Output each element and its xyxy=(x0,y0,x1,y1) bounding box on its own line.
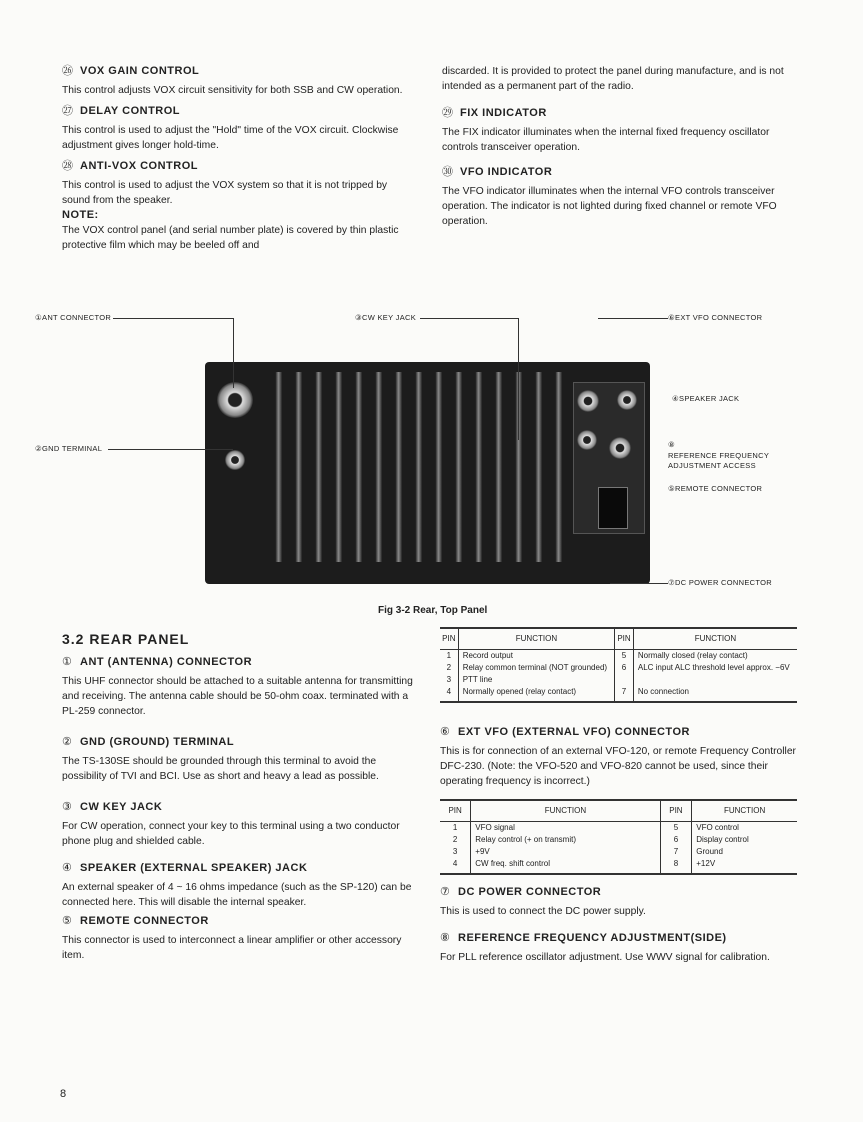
section-delay xyxy=(62,104,414,153)
ext-vfo-pin-table xyxy=(440,799,797,875)
note-body: The VOX control panel (and serial number plate) is covered by thin plastic protective film which may be beeled off and xyxy=(62,225,399,251)
section-title: SPEAKER (EXTERNAL SPEAKER) JACK xyxy=(80,862,308,874)
section-number: ㉘ xyxy=(62,160,74,172)
section-body: For CW operation, connect your key to this terminal using a two conductor phone plug and shielded cable. xyxy=(62,821,400,847)
section-cw-key xyxy=(62,800,414,849)
section-title: REMOTE CONNECTOR xyxy=(80,915,209,927)
label-ref-number: ⑧ xyxy=(668,440,676,449)
figure-caption: Fig 3-2 Rear, Top Panel xyxy=(378,605,488,616)
key-jack-icon xyxy=(577,430,597,450)
section-fix-indicator xyxy=(442,106,794,155)
cell xyxy=(615,674,634,686)
cell: +12V xyxy=(692,858,797,874)
table-row xyxy=(440,858,797,874)
label-gnd: ②GND TERMINAL xyxy=(35,444,103,453)
section-number: ⑤ xyxy=(62,915,73,927)
cell: CW freq. shift control xyxy=(471,858,660,874)
section-vfo-indicator xyxy=(442,165,794,229)
section-ext-vfo xyxy=(440,725,797,789)
page-number: 8 xyxy=(60,1088,67,1100)
section-title: ANTI-VOX CONTROL xyxy=(80,160,198,172)
section-body: This is for connection of an external VFO-120, or remote Frequency Controller DFC-230. (Note: the VFO-520 and VFO-820 cannot be used, since their operating frequency is incorrect.) xyxy=(440,746,796,787)
section-ant xyxy=(62,655,414,719)
cell: 5 xyxy=(660,822,692,835)
cell: VFO control xyxy=(692,822,797,835)
section-number: ㉚ xyxy=(442,166,454,178)
table-row xyxy=(440,834,797,846)
cell: 4 xyxy=(440,858,471,874)
section-gnd xyxy=(62,735,414,784)
cell: VFO signal xyxy=(471,822,660,835)
rear-panel-heading: 3.2 REAR PANEL xyxy=(62,631,190,647)
section-title: DELAY CONTROL xyxy=(80,105,181,117)
section-vox-gain xyxy=(62,64,414,98)
table-row xyxy=(440,650,797,663)
cell: 2 xyxy=(446,663,452,672)
label-remote: ⑤REMOTE CONNECTOR xyxy=(668,484,763,493)
cell: Ground xyxy=(692,846,797,858)
cell: 3 xyxy=(446,675,452,684)
label-ref-1: REFERENCE FREQUENCY xyxy=(668,451,770,460)
dc-power-connector-icon xyxy=(598,487,628,529)
section-number: ⑥ xyxy=(440,726,451,738)
ant-connector-icon xyxy=(217,382,253,418)
cell: 2 xyxy=(452,835,458,844)
section-number: ㉖ xyxy=(62,65,74,77)
cell: Normally opened (relay contact) xyxy=(458,686,614,702)
table-row xyxy=(440,674,797,686)
cell: Relay control (+ on transmit) xyxy=(471,834,660,846)
table-row xyxy=(440,822,797,835)
section-number: ② xyxy=(62,736,73,748)
right-bottom-column xyxy=(440,627,797,971)
remote-pin-table xyxy=(440,627,797,703)
cell: 1 xyxy=(452,823,458,832)
cell: No connection xyxy=(633,686,797,702)
section-title: REFERENCE FREQUENCY ADJUSTMENT(SIDE) xyxy=(458,932,727,944)
header: PIN xyxy=(440,800,471,822)
label-cw-key: ③CW KEY JACK xyxy=(355,313,417,322)
cell: Display control xyxy=(692,834,797,846)
cell: 1 xyxy=(446,651,452,660)
section-number: ① xyxy=(62,656,73,668)
table-row xyxy=(440,686,797,702)
cell: +9V xyxy=(471,846,660,858)
label-speaker: ④SPEAKER JACK xyxy=(672,394,740,403)
section-title: ANT (ANTENNA) CONNECTOR xyxy=(80,656,253,668)
section-body: This is used to connect the DC power supply. xyxy=(440,906,646,917)
section-body: This control adjusts VOX circuit sensitivity for both SSB and CW operation. xyxy=(62,85,403,96)
section-body: This control is used to adjust the "Hold" time of the VOX circuit. Clockwise adjustment gives longer hold-time. xyxy=(62,125,399,151)
cell: Record output xyxy=(458,650,614,663)
section-body: For PLL reference oscillator adjustment. Use WWV signal for calibration. xyxy=(440,952,770,963)
right-top-column xyxy=(442,64,794,235)
cell: PTT line xyxy=(458,674,614,686)
cell: 6 xyxy=(615,662,634,674)
header: FUNCTION xyxy=(633,628,797,650)
section-title: GND (GROUND) TERMINAL xyxy=(80,736,235,748)
header: PIN xyxy=(615,628,634,650)
section-body: The TS-130SE should be grounded through this terminal to avoid the possibility of TVI and BCI. Use as short and heavy a lead as possible. xyxy=(62,756,379,782)
section-anti-vox xyxy=(62,159,414,208)
rear-panel-photo xyxy=(205,362,650,584)
cell: 5 xyxy=(615,650,634,663)
cell xyxy=(633,674,797,686)
section-number: ㉙ xyxy=(442,107,454,119)
section-title: DC POWER CONNECTOR xyxy=(458,886,602,898)
section-ref-freq xyxy=(440,931,797,965)
continued-text: discarded. It is provided to protect the panel during manufacture, and is not intended as a permanent part of the radio. xyxy=(442,66,784,92)
section-title: VOX GAIN CONTROL xyxy=(80,65,200,77)
label-ref-2: ADJUSTMENT ACCESS xyxy=(668,461,756,470)
section-number: ③ xyxy=(62,801,73,813)
left-bottom-column xyxy=(62,632,414,969)
section-body: This UHF connector should be attached to a suitable antenna for transmitting and receiving. The antenna cable should be 50-ohm coax. terminated with a PL-259 connector. xyxy=(62,676,413,717)
cell: Relay common terminal (NOT grounded) xyxy=(458,662,614,674)
section-remote xyxy=(62,914,414,963)
cell: Normally closed (relay contact) xyxy=(633,650,797,663)
section-title: VFO INDICATOR xyxy=(460,166,553,178)
section-title: EXT VFO (EXTERNAL VFO) CONNECTOR xyxy=(458,726,690,738)
remote-connector-icon xyxy=(609,437,631,459)
table-row xyxy=(440,662,797,674)
cell: 4 xyxy=(440,686,458,702)
cell: 8 xyxy=(660,858,692,874)
ext-vfo-connector-icon xyxy=(577,390,599,412)
section-body: This control is used to adjust the VOX system so that it is not tripped by sound from the speaker. xyxy=(62,180,388,206)
cell: 7 xyxy=(615,686,634,702)
section-number: ㉗ xyxy=(62,105,74,117)
section-dc-power xyxy=(440,885,797,919)
section-number: ⑧ xyxy=(440,932,451,944)
cell: ALC input ALC threshold level approx. −6V xyxy=(633,662,797,674)
section-speaker xyxy=(62,861,414,910)
cell: 3 xyxy=(452,847,458,856)
header: PIN xyxy=(440,628,458,650)
label-dc-power: ⑦DC POWER CONNECTOR xyxy=(668,578,772,587)
left-top-column xyxy=(62,64,414,259)
header: FUNCTION xyxy=(471,800,660,822)
header: FUNCTION xyxy=(692,800,797,822)
cell: 7 xyxy=(660,846,692,858)
section-title: FIX INDICATOR xyxy=(460,107,547,119)
section-number: ⑦ xyxy=(440,886,451,898)
gnd-terminal-icon xyxy=(225,450,245,470)
section-body: The FIX indicator illuminates when the internal fixed frequency oscillator controls transceiver operation. xyxy=(442,127,770,153)
speaker-jack-icon xyxy=(617,390,637,410)
label-ext-vfo: ⑥EXT VFO CONNECTOR xyxy=(668,313,763,322)
section-number: ④ xyxy=(62,862,73,874)
label-ant: ①ANT CONNECTOR xyxy=(35,313,112,322)
cell: 6 xyxy=(660,834,692,846)
header: FUNCTION xyxy=(458,628,614,650)
section-title: CW KEY JACK xyxy=(80,801,163,813)
section-body: An external speaker of 4 ~ 16 ohms impedance (such as the SP-120) can be connected here. This will disable the internal speaker. xyxy=(62,882,412,908)
note-label: NOTE: xyxy=(62,209,99,221)
section-body: The VFO indicator illuminates when the internal VFO controls transceiver operation. The indicator is not lighted during fixed channel or remote VFO operation. xyxy=(442,186,777,227)
section-body: This connector is used to interconnect a linear amplifier or other accessory item. xyxy=(62,935,402,961)
table-row xyxy=(440,846,797,858)
header: PIN xyxy=(660,800,692,822)
